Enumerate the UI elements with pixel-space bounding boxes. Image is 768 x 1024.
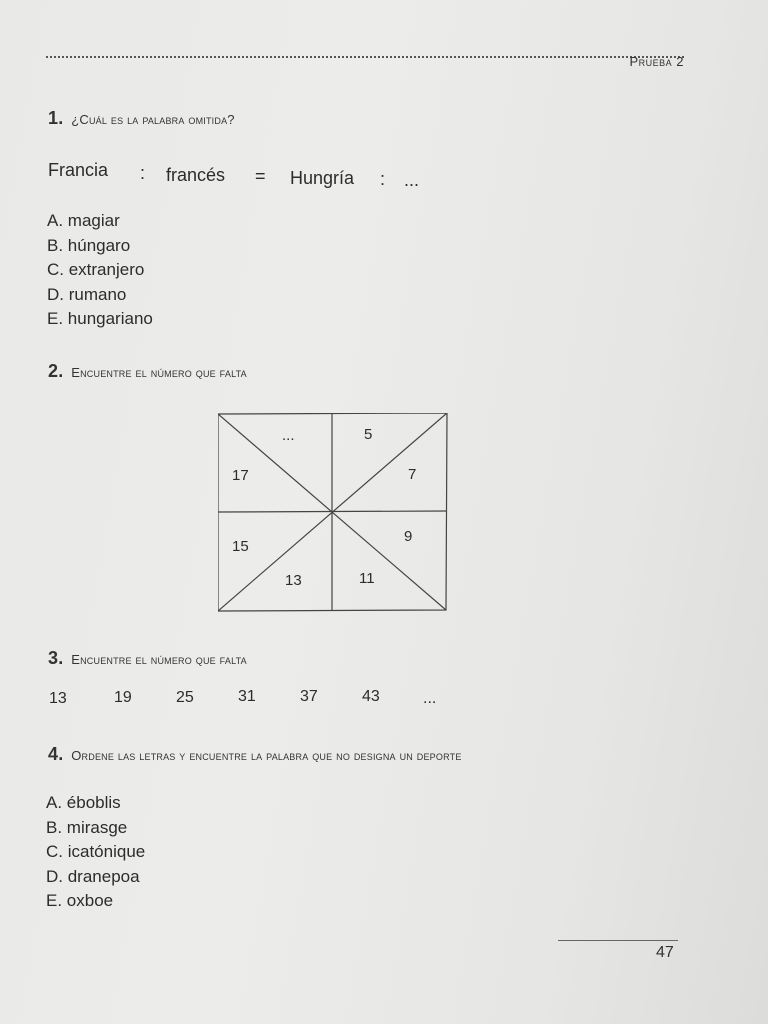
- question-4-options: [46, 791, 145, 914]
- option-item: C. icatónique: [46, 842, 146, 861]
- option-item: B. mirasge: [46, 817, 128, 837]
- analogy-colon-2: :: [380, 169, 386, 189]
- analogy-term-1: Francia: [48, 160, 109, 180]
- footer-rule: [558, 940, 678, 941]
- analogy-colon-1: :: [140, 163, 146, 183]
- sequence-item: 25: [176, 689, 194, 706]
- option-item: A. magiar: [47, 211, 120, 230]
- analogy-blank: ...: [404, 170, 420, 190]
- question-3-title: Encuentre el número que falta: [71, 652, 247, 667]
- puzzle-grid-lines: [218, 413, 448, 612]
- header-test-label: Prueba 2: [629, 54, 684, 69]
- header-dotted-rule: [46, 56, 684, 58]
- number-square-puzzle: [218, 413, 448, 612]
- option-item: A. éboblis: [46, 793, 121, 812]
- sequence-item: 37: [300, 688, 318, 705]
- sequence-item: 13: [49, 690, 67, 707]
- question-1-options: [47, 209, 153, 332]
- cell-missing: ...: [282, 427, 295, 444]
- page-number: 47: [656, 944, 674, 961]
- cell-value: 15: [232, 538, 249, 555]
- question-2-title: Encuentre el número que falta: [71, 365, 247, 380]
- question-2-number: 2.: [48, 361, 64, 381]
- question-4-title: Ordene las letras y encuentre la palabra que no designa un deporte: [71, 748, 462, 763]
- sequence-item: 19: [114, 689, 132, 706]
- option-item: B. húngaro: [47, 235, 131, 255]
- question-4-number: 4.: [48, 744, 64, 764]
- question-3-number: 3.: [48, 648, 64, 668]
- option-item: D. rumano: [47, 284, 127, 304]
- cell-value: 17: [232, 467, 249, 484]
- sequence-item: 43: [362, 688, 380, 705]
- option-item: E. oxboe: [46, 891, 114, 910]
- question-1-heading: [48, 108, 235, 129]
- question-4-heading: [48, 744, 462, 765]
- option-item: E. hungariano: [47, 309, 153, 328]
- sequence-missing: ...: [423, 690, 437, 707]
- analogy-equals: =: [255, 166, 266, 186]
- question-3-heading: [48, 648, 247, 669]
- analogy-term-2: francés: [166, 165, 226, 185]
- option-item: C. extranjero: [47, 260, 145, 279]
- cell-value: 11: [359, 570, 375, 587]
- sequence-item: 31: [238, 688, 256, 705]
- question-1-number: 1.: [48, 108, 64, 128]
- analogy-term-3: Hungría: [290, 168, 355, 188]
- question-2-heading: [48, 361, 247, 382]
- cell-value: 5: [364, 426, 373, 443]
- cell-value: 9: [404, 528, 413, 545]
- cell-value: 7: [408, 466, 417, 483]
- question-1-title: ¿Cuál es la palabra omitida?: [71, 112, 235, 127]
- option-item: D. dranepoa: [46, 866, 140, 886]
- cell-value: 13: [285, 572, 302, 589]
